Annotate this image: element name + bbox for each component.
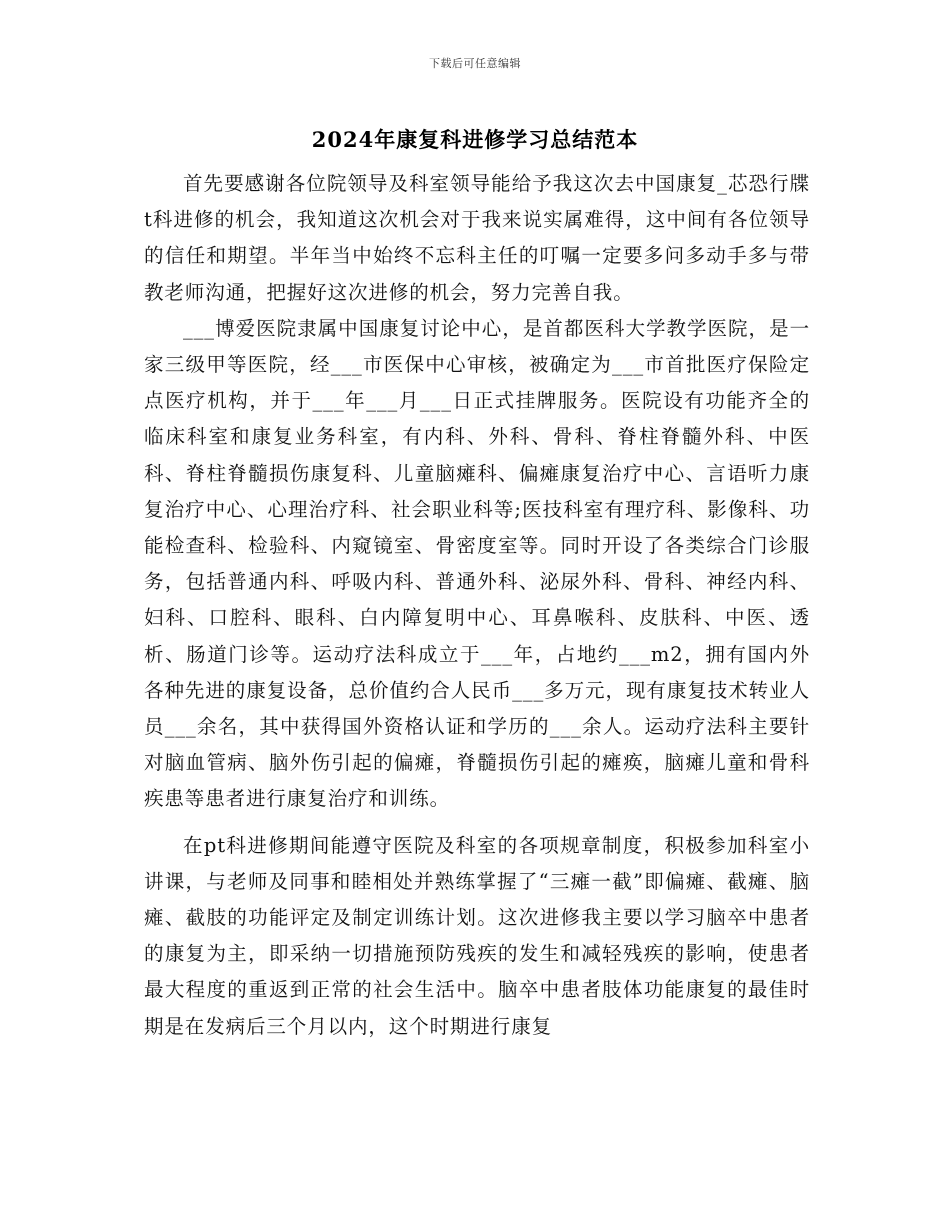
paragraph-gap — [144, 818, 810, 828]
document-title: 2024年康复科进修学习总结范本 — [311, 127, 639, 152]
header-note: 下载后可任意编辑 — [429, 57, 521, 70]
paragraph-3: 在pt科进修期间能遵守医院及科室的各项规章制度，积极参加科室小讲课，与老师及同事和睦相处并熟练掌握了“三瘫一截”即偏瘫、截瘫、脑瘫、截肢的功能评定及制定训练计划。这次进修我主要以学习脑卒中患者的康复为主，即采纳一切措施预防残疾的发生和减轻残疾的影响，使患者最大程度的重返到正常的社会生活中。脑卒中患者肢体功能康复的最佳时期是在发病后三个月以内，这个时期进行康复 — [144, 833, 810, 1038]
document-body — [144, 166, 810, 1045]
paragraph-2: ___博爱医院隶属中国康复讨论中心，是首都医科大学教学医院，是一家三级甲等医院，经___市医保中心审核，被确定为___市首批医疗保险定点医疗机构，并于___年___月___日正式挂牌服务。医院设有功能齐全的临床科室和康复业务科室，有内科、外科、骨科、脊柱脊髓外科、中医科、脊柱脊髓损伤康复科、儿童脑瘫科、偏瘫康复治疗中心、言语听力康复治疗中心、心理治疗科、社会职业科等;医技科室有理疗科、影像科、功能检查科、检验科、内窥镜室、骨密度室等。同时开设了各类综合门诊服务，包括普通内科、呼吸内科、普通外科、泌尿外科、骨科、神经内科、妇科、口腔科、眼科、白内障复明中心、耳鼻喉科、皮肤科、中医、透析、肠道门诊等。运动疗法科成立于___年，占地约___m2，拥有国内外各种先进的康复设备，总价值约合人民币___多万元，现有康复技术转业人员___余名，其中获得国外资格认证和学历的___余人。运动疗法科主要针对脑血管病、脑外伤引起的偏瘫，脊髓损伤引起的瘫痪，脑瘫儿童和骨科疾患等患者进行康复治疗和训练。 — [144, 316, 810, 811]
paragraph-1: 首先要感谢各位院领导及科室领导能给予我这次去中国康复_芯恐行牒t科进修的机会，我知道这次机会对于我来说实属难得，这中间有各位领导的信任和期望。半年当中始终不忘科主任的叮嘱一定要多问多动手多与带教老师沟通，把握好这次进修的机会，努力完善自我。 — [144, 172, 810, 304]
